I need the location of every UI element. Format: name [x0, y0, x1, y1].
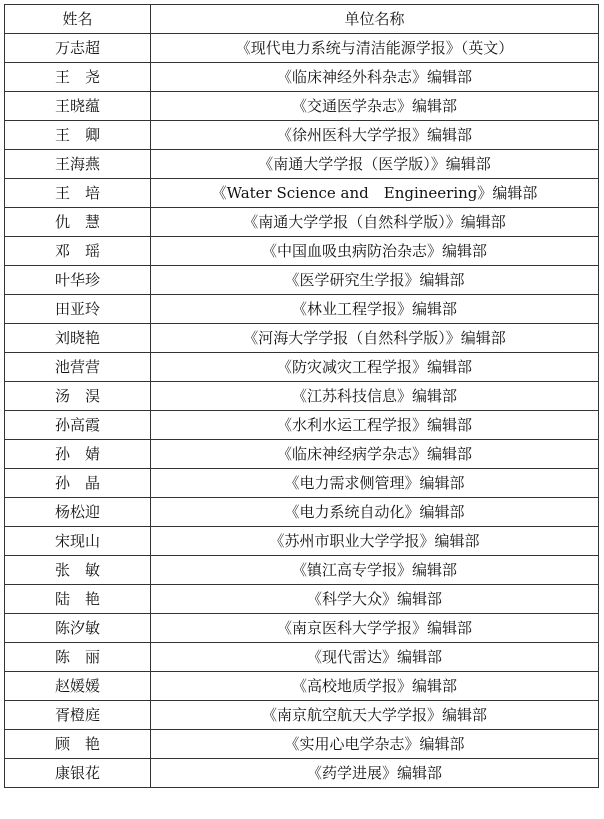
unit-name-cell: 《苏州市职业大学学报》编辑部: [151, 527, 599, 556]
person-name-cell: 仇 慧: [5, 208, 151, 237]
person-name-cell: 万志超: [5, 34, 151, 63]
table-row: [5, 643, 599, 672]
person-name-cell: 池营营: [5, 353, 151, 382]
unit-name-cell: 《南京医科大学学报》编辑部: [151, 614, 599, 643]
table-row: [5, 556, 599, 585]
table-row: [5, 237, 599, 266]
unit-name-cell: 《林业工程学报》编辑部: [151, 295, 599, 324]
person-name-cell: 顾 艳: [5, 730, 151, 759]
person-name-cell: 胥橙庭: [5, 701, 151, 730]
unit-name-cell: 《电力需求侧管理》编辑部: [151, 469, 599, 498]
table-row: [5, 672, 599, 701]
table-row: [5, 527, 599, 556]
table-row: [5, 324, 599, 353]
person-name-cell: 王晓蕴: [5, 92, 151, 121]
person-name-cell: 刘晓艳: [5, 324, 151, 353]
person-name-cell: 邓 瑶: [5, 237, 151, 266]
table-row: [5, 34, 599, 63]
unit-name-cell: 《高校地质学报》编辑部: [151, 672, 599, 701]
unit-name-cell: 《临床神经病学杂志》编辑部: [151, 440, 599, 469]
unit-name-cell: 《中国血吸虫病防治杂志》编辑部: [151, 237, 599, 266]
table-header-row: [5, 5, 599, 34]
person-name-cell: 汤 淏: [5, 382, 151, 411]
unit-name-cell: 《镇江高专学报》编辑部: [151, 556, 599, 585]
unit-name-cell: 《临床神经外科杂志》编辑部: [151, 63, 599, 92]
unit-name-cell: 《徐州医科大学学报》编辑部: [151, 121, 599, 150]
unit-name-cell: 《科学大众》编辑部: [151, 585, 599, 614]
table-row: [5, 353, 599, 382]
person-name-cell: 孙 婧: [5, 440, 151, 469]
person-name-cell: 陈 丽: [5, 643, 151, 672]
unit-name-cell: 《Water Science and Engineering》编辑部: [151, 179, 599, 208]
unit-name-cell: 《水利水运工程学报》编辑部: [151, 411, 599, 440]
header-name: 姓名: [5, 5, 151, 34]
unit-name-cell: 《防灾减灾工程学报》编辑部: [151, 353, 599, 382]
unit-name-cell: 《河海大学学报（自然科学版）》编辑部: [151, 324, 599, 353]
person-name-cell: 张 敏: [5, 556, 151, 585]
table-row: [5, 730, 599, 759]
person-name-cell: 康银花: [5, 759, 151, 788]
table-row: [5, 614, 599, 643]
person-name-cell: 赵媛媛: [5, 672, 151, 701]
table-row: [5, 92, 599, 121]
person-name-cell: 杨松迎: [5, 498, 151, 527]
table-row: [5, 469, 599, 498]
person-name-cell: 陈汐敏: [5, 614, 151, 643]
table-row: [5, 759, 599, 788]
table-row: [5, 208, 599, 237]
table-row: [5, 121, 599, 150]
table-row: [5, 585, 599, 614]
unit-name-cell: 《现代电力系统与清洁能源学报》（英文）: [151, 34, 599, 63]
person-name-cell: 王 培: [5, 179, 151, 208]
unit-name-cell: 《实用心电学杂志》编辑部: [151, 730, 599, 759]
table-row: [5, 266, 599, 295]
person-name-cell: 王海燕: [5, 150, 151, 179]
table-row: [5, 295, 599, 324]
unit-name-cell: 《交通医学杂志》编辑部: [151, 92, 599, 121]
table-row: [5, 150, 599, 179]
unit-name-cell: 《南京航空航天大学学报》编辑部: [151, 701, 599, 730]
table-body: [5, 34, 599, 788]
table-row: [5, 179, 599, 208]
person-name-cell: 叶华珍: [5, 266, 151, 295]
header-unit: 单位名称: [151, 5, 599, 34]
table-row: [5, 701, 599, 730]
table-row: [5, 498, 599, 527]
person-name-cell: 孙 晶: [5, 469, 151, 498]
unit-name-cell: 《南通大学学报（自然科学版）》编辑部: [151, 208, 599, 237]
person-name-cell: 孙高霞: [5, 411, 151, 440]
person-name-cell: 田亚玲: [5, 295, 151, 324]
unit-name-cell: 《江苏科技信息》编辑部: [151, 382, 599, 411]
person-name-cell: 王 卿: [5, 121, 151, 150]
person-name-cell: 王 尧: [5, 63, 151, 92]
unit-name-cell: 《电力系统自动化》编辑部: [151, 498, 599, 527]
unit-name-cell: 《现代雷达》编辑部: [151, 643, 599, 672]
person-name-cell: 陆 艳: [5, 585, 151, 614]
editor-unit-table: [4, 4, 599, 788]
table-row: [5, 440, 599, 469]
table-row: [5, 382, 599, 411]
unit-name-cell: 《药学进展》编辑部: [151, 759, 599, 788]
unit-name-cell: 《医学研究生学报》编辑部: [151, 266, 599, 295]
unit-name-cell: 《南通大学学报（医学版）》编辑部: [151, 150, 599, 179]
table-row: [5, 411, 599, 440]
table-row: [5, 63, 599, 92]
person-name-cell: 宋现山: [5, 527, 151, 556]
